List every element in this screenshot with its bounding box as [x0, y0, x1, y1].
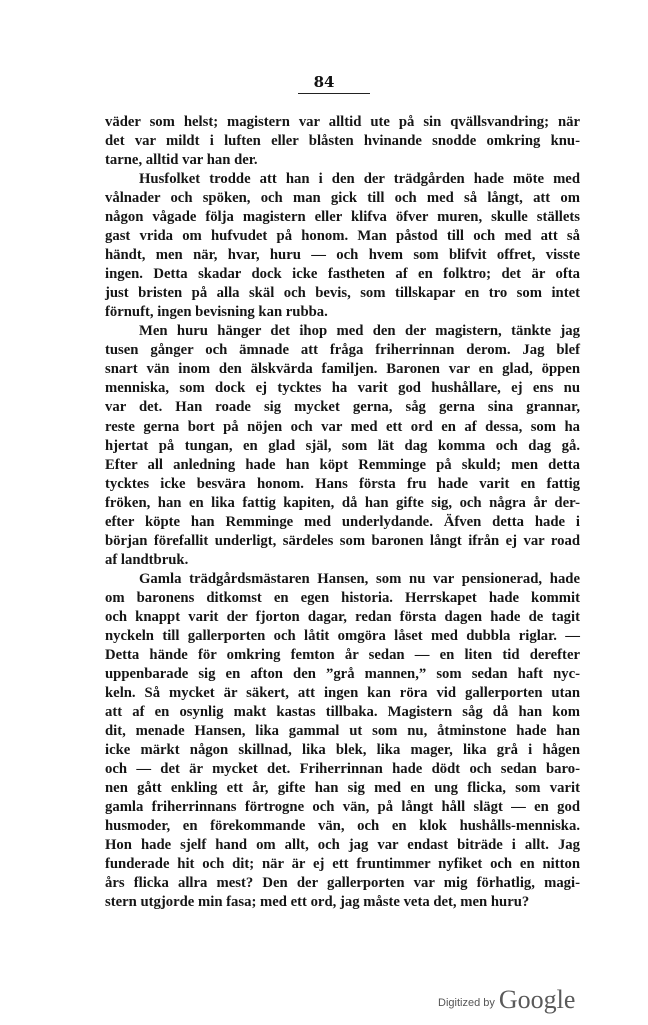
page-number: 84 — [313, 73, 335, 91]
text-line: tarne, alltid var han der. — [105, 152, 258, 169]
text-line: vålnader och spöken, och man gick till och med så långt, att om — [105, 190, 580, 207]
text-line: att af en osynlig makt kastas tillbaka. Magistern såg då han kom — [105, 703, 580, 720]
text-line: just bristen på alla skäl och bevis, som tillskapar en tro som intet — [105, 285, 580, 302]
text-line: menniska, som dock ej tycktes ha varit god hushållare, ej ens nu — [105, 380, 580, 397]
text-line: fröken, han en lika fattig kapiten, då han gifte sig, och några år der- — [105, 494, 580, 511]
text-line: husmoder, en förekommande vän, och en klok hushålls-menniska. — [105, 818, 580, 835]
text-line: det var mildt i luften eller blåsten hvinande snodde omkring knu- — [105, 133, 580, 150]
text-line: af landtbruk. — [105, 551, 189, 568]
text-line: någon vågade följa magistern eller klifva öfver muren, skulle ställets — [105, 209, 580, 226]
text-line: början förefallit underligt, särdeles som baronen långt ifrån ej var road — [105, 532, 580, 549]
text-line: Gamla trädgårdsmästaren Hansen, som nu var pensionerad, hade — [139, 570, 580, 587]
text-line: var det. Han roade sig mycket gerna, såg gerna sina grannar, — [105, 399, 580, 416]
text-line: Detta hände för omkring femton år sedan — en liten tid derefter — [105, 646, 580, 663]
text-line: och — det är mycket det. Friherrinnan hade dödt och sedan baro- — [105, 761, 580, 778]
text-line: Husfolket trodde att han i den der trädgården hade möte med — [139, 171, 580, 188]
text-line: gamla friherrinnans förtrogne och vän, på långt håll slägt — en god — [105, 799, 580, 816]
text-line: stern utgjorde min fasa; med ett ord, jag måste veta det, men huru? — [105, 894, 530, 911]
text-line: nyckeln till gallerporten och låtit omgöra låset med dubbla riglar. — — [105, 627, 580, 644]
text-line: dit, menade Hansen, lika gammal ut som nu, åtminstone hade han — [105, 723, 580, 739]
text-line: icke märkt någon skillnad, lika blek, lika mager, lika grå i hågen — [105, 742, 580, 759]
digitized-by-footer — [438, 975, 575, 1015]
header-rule — [298, 93, 370, 94]
text-line: händt, men när, hvar, huru — och hvem som blifvit offret, visste — [105, 247, 580, 264]
text-line: reste gerna bort på nöjen och var med ett ord en af dessa, som ha — [105, 418, 580, 435]
text-line: nen gått enkling ett år, gifte han sig med en ung flicka, som varit — [105, 780, 580, 797]
text-line: och knappt varit der fjorton dagar, redan första dagen hade de tagit — [105, 608, 580, 625]
text-line: Hon hade sjelf hand om allt, och jag var endast biträde i allt. Jag — [105, 837, 580, 854]
text-line: efter köpte han Remminge med underlydande. Äfven detta hade i — [105, 513, 580, 530]
text-line: hjertat på tungan, en glad själ, som lät dag komma och dag gå. — [105, 437, 580, 454]
text-line: förnuft, ingen bevisning kan rubba. — [105, 304, 328, 321]
body-text — [105, 113, 580, 912]
text-line: funderade hit och dit; när är ej ett fruntimmer nyfiket och en nitton — [105, 856, 580, 873]
text-line: tusen gånger och ämnade att fråga friherrinnan derom. Jag blef — [105, 342, 580, 359]
digitized-label: Digitized by — [438, 997, 495, 1009]
text-line: snart vän inom den älskvärda familjen. Baronen var en glad, öppen — [105, 361, 580, 378]
text-line: Men huru hänger det ihop med den der magistern, tänkte jag — [139, 323, 580, 340]
text-line: gast vrida om hufvudet på honom. Man påstod till och med att så — [105, 228, 580, 245]
text-line: om baronens ditkomst en egen historia. Herrskapet hade kommit — [105, 589, 580, 606]
text-line: ingen. Detta skadar dock icke fastheten af en folktro; det är ofta — [105, 266, 580, 283]
text-line: uppenbarade sig en afton den ”grå mannen,” som sedan haft nyc- — [105, 665, 580, 682]
text-line: tycktes icke besvära honom. Hans första fru hade varit en fattig — [105, 475, 580, 492]
text-line: Efter all anledning hade han köpt Remminge på skuld; men detta — [105, 456, 580, 473]
text-line: års flicka allra mest? Den der gallerporten var mig förhatlig, magi- — [105, 875, 580, 892]
text-line: keln. Så mycket är säkert, att ingen kan röra vid gallerporten utan — [105, 684, 580, 701]
google-logo: Google — [498, 985, 576, 1014]
text-line: väder som helst; magistern var alltid ute på sin qvällsvandring; när — [105, 114, 580, 130]
